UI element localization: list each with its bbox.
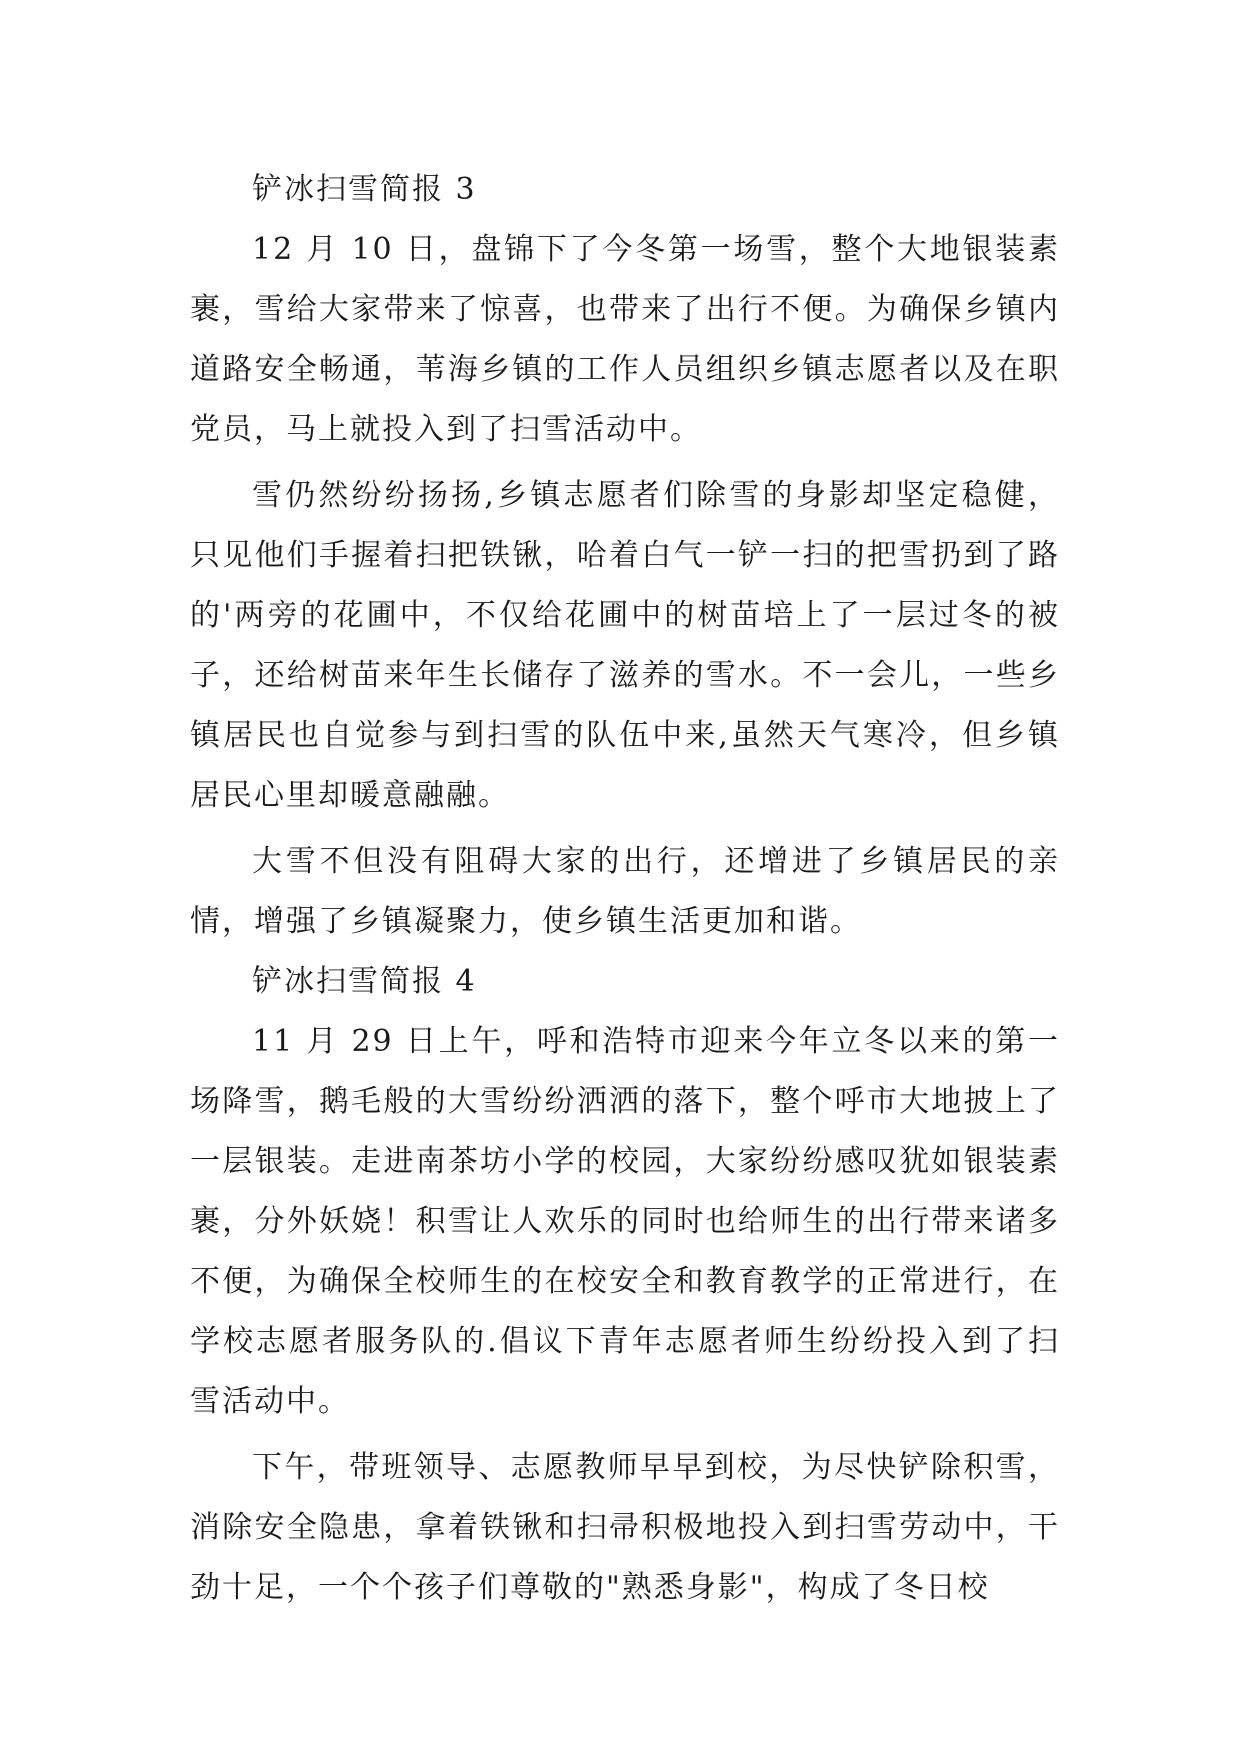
section-4-heading: 铲冰扫雪简报 4	[252, 964, 477, 999]
section-3-paragraph-1: 12 月 10 日，盘锦下了今冬第一场雪，整个大地银装素裹，雪给大家带来了惊喜，也带来了出行不便。为确保乡镇内道路安全畅通，苇海乡镇的工作人员组织乡镇志愿者以及在职党员，马上就投入到了扫雪活动中。	[190, 232, 1060, 447]
section-3-heading: 铲冰扫雪简报 3	[252, 172, 477, 207]
document-body	[190, 160, 1060, 1618]
section-3-paragraph-2: 雪仍然纷纷扬扬,乡镇志愿者们除雪的身影却坚定稳健，只见他们手握着扫把铁锹，哈着白气一铲一扫的把雪扔到了路的'两旁的花圃中，不仅给花圃中的树苗培上了一层过冬的被子，还给树苗来年生长储存了滋养的雪水。不一会儿，一些乡镇居民也自觉参与到扫雪的队伍中来,虽然天气寒冷，但乡镇居民心里却暖意融融。	[190, 478, 1060, 813]
section-4-paragraph-1: 11 月 29 日上午，呼和浩特市迎来今年立冬以来的第一场降雪，鹅毛般的大雪纷纷洒洒的落下，整个呼市大地披上了一层银装。走进南茶坊小学的校园，大家纷纷感叹犹如银装素裹，分外妖娆！积雪让人欢乐的同时也给师生的出行带来诸多不便，为确保全校师生的在校安全和教育教学的正常进行，在学校志愿者服务队的.倡议下青年志愿者师生纷纷投入到了扫雪活动中。	[190, 1024, 1060, 1419]
section-3-paragraph-3: 大雪不但没有阻碍大家的出行，还增进了乡镇居民的亲情，增强了乡镇凝聚力，使乡镇生活更加和谐。	[190, 844, 1060, 939]
section-4-paragraph-2: 下午，带班领导、志愿教师早早到校，为尽快铲除积雪，消除安全隐患，拿着铁锹和扫帚积极地投入到扫雪劳动中，干劲十足，一个个孩子们尊敬的"熟悉身影"，构成了冬日校	[190, 1450, 1060, 1605]
